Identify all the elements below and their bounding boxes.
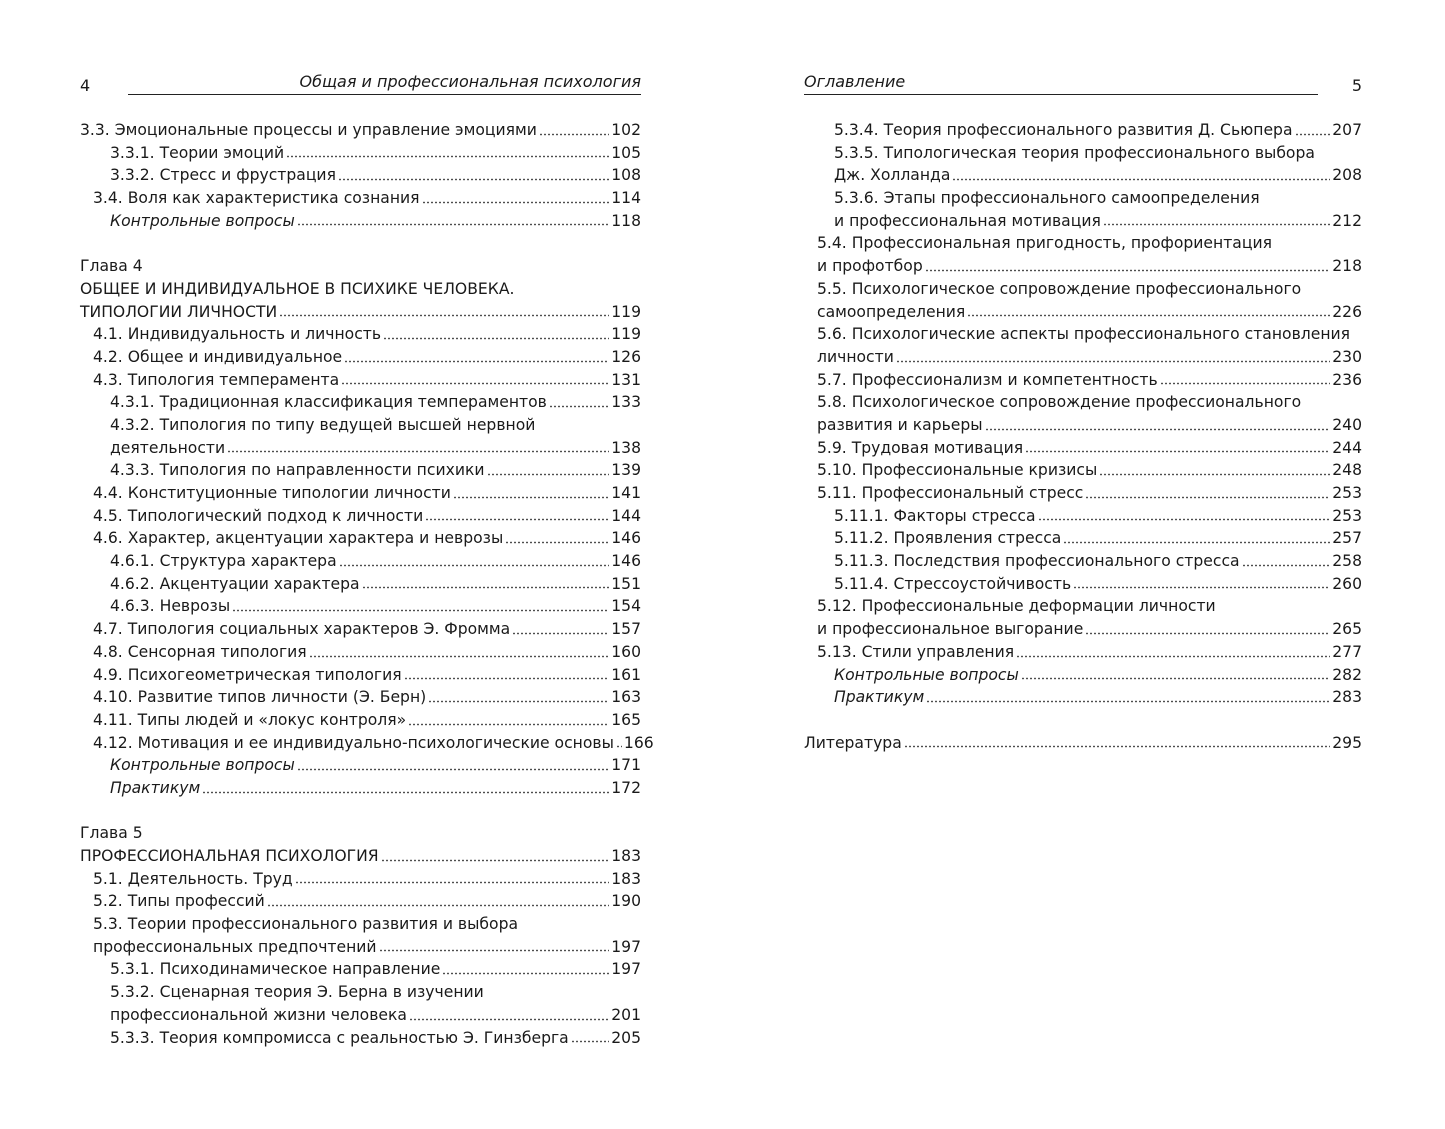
toc-entry-title: 4.3. Типология темперамента <box>93 370 340 389</box>
toc-entry-page: 163 <box>611 688 641 707</box>
toc-entry-page: 236 <box>1332 370 1362 389</box>
dot-leader <box>362 586 610 589</box>
toc-entry[interactable] <box>80 709 641 732</box>
toc-entry-page: 265 <box>1332 620 1362 639</box>
toc-entry-title: 4.6.2. Акцентуации характера <box>110 574 360 593</box>
dot-leader <box>985 428 1331 431</box>
dot-leader <box>505 541 609 544</box>
dot-leader <box>379 949 610 952</box>
dot-leader <box>1242 564 1331 567</box>
dot-leader <box>952 178 1330 181</box>
toc-entry-title: 5.13. Стили управления <box>817 642 1015 661</box>
dot-leader <box>1160 382 1331 385</box>
toc-entry[interactable] <box>80 505 641 528</box>
toc-entry-title: 5.3.1. Психодинамическое направление <box>110 960 441 979</box>
toc-entry[interactable] <box>80 573 641 596</box>
toc-entry-title: 4.6.1. Структура характера <box>110 552 337 571</box>
toc-entry-title: 4.9. Психогеометрическая типология <box>93 665 402 684</box>
toc-entry[interactable] <box>804 187 1362 210</box>
toc-entry-title: 4.3.3. Типология по направленности психики <box>110 461 485 480</box>
dot-leader <box>309 655 610 658</box>
toc-entry[interactable] <box>80 618 641 641</box>
toc-entry-page: 105 <box>611 143 641 162</box>
toc-entry-title: 5.7. Профессионализм и компетентность <box>817 370 1158 389</box>
toc-entry-page: 197 <box>611 960 641 979</box>
toc-entry[interactable] <box>804 119 1362 142</box>
toc-entry-title: 5.11.2. Проявления стресса <box>834 529 1062 548</box>
toc-entry[interactable] <box>80 459 641 482</box>
dot-leader <box>338 178 609 181</box>
toc-entry-page: 118 <box>611 211 641 230</box>
toc-entry-title: Литература <box>804 733 902 752</box>
toc-entry-title: Практикум <box>834 688 925 707</box>
toc-entry-title: 4.5. Типологический подход к личности <box>93 506 424 525</box>
toc-entry-title: 3.3.2. Стресс и фрустрация <box>110 166 336 185</box>
dot-leader <box>383 337 609 340</box>
toc-entry[interactable] <box>80 732 654 755</box>
dot-leader <box>616 745 622 748</box>
toc-entry[interactable] <box>80 550 641 573</box>
toc-entry[interactable] <box>804 732 1362 755</box>
toc-entry-title: 5.3.2. Сценарная теория Э. Берна в изучении <box>110 983 484 1002</box>
toc-entry[interactable] <box>80 187 641 210</box>
toc-entry-title: 5.11.4. Стрессоустойчивость <box>834 574 1072 593</box>
toc-entry-page: 244 <box>1332 438 1362 457</box>
right-page <box>722 0 1445 1129</box>
toc-entry[interactable] <box>804 346 1362 369</box>
dot-leader <box>512 632 609 635</box>
dot-leader <box>904 745 1330 748</box>
toc-entry-page: 295 <box>1332 733 1362 752</box>
dot-leader <box>1016 655 1330 658</box>
toc-entry-title: 5.11.1. Факторы стресса <box>834 506 1036 525</box>
dot-leader <box>1099 473 1330 476</box>
toc-entry-page: 165 <box>611 710 641 729</box>
toc-entry[interactable] <box>804 232 1362 255</box>
toc-entry-page: 108 <box>611 166 641 185</box>
running-title: Оглавление <box>804 72 1318 95</box>
toc-entry-title: деятельности <box>110 438 226 457</box>
page-number: 5 <box>1351 76 1362 95</box>
dot-leader <box>925 269 1330 272</box>
toc-entry[interactable] <box>80 119 641 142</box>
toc-entry-page: 146 <box>611 552 641 571</box>
toc-entry-title: 5.9. Трудовая мотивация <box>817 438 1024 457</box>
toc-entry[interactable] <box>804 323 1362 346</box>
toc-entry-title: 5.8. Психологическое сопровождение профессионального <box>817 393 1302 412</box>
toc-entry-page: 253 <box>1332 484 1362 502</box>
dot-leader <box>279 314 609 317</box>
toc-entry[interactable] <box>80 822 641 845</box>
toc-entry-page: 282 <box>1332 665 1362 684</box>
toc-entry[interactable] <box>804 278 1362 301</box>
toc-entry-page: 146 <box>611 529 641 548</box>
toc-entry-title: Глава 4 <box>80 257 143 276</box>
toc-entry-title: развития и карьеры <box>817 415 983 434</box>
toc-entry-title: Глава 5 <box>80 824 143 843</box>
dot-leader <box>1103 223 1330 226</box>
toc-entry-page: 183 <box>611 847 641 865</box>
toc-entry-title: 5.5. Психологическое сопровождение профессионального <box>817 279 1302 298</box>
dot-leader <box>967 314 1330 317</box>
toc-entry-title: 4.11. Типы людей и «локус контроля» <box>93 710 407 729</box>
toc-entry-title: 4.2. Общее и индивидуальное <box>93 347 343 366</box>
toc-entry[interactable] <box>80 868 641 891</box>
toc-entry[interactable] <box>804 414 1362 437</box>
toc-entry-title: Дж. Холланда <box>834 166 951 185</box>
toc-entry[interactable] <box>804 482 1362 505</box>
dot-leader <box>926 700 1330 703</box>
toc-entry-title: ОБЩЕЕ И ИНДИВИДУАЛЬНОЕ В ПСИХИКЕ ЧЕЛОВЕКА. <box>80 279 515 298</box>
toc-entry[interactable] <box>80 346 641 369</box>
toc-entry[interactable] <box>80 936 641 959</box>
toc-entry-page: 205 <box>611 1028 641 1047</box>
toc-entry-page: 190 <box>611 892 641 911</box>
dot-leader <box>286 155 609 158</box>
toc-entry[interactable] <box>80 164 641 187</box>
toc-entry-title: 5.1. Деятельность. Труд <box>93 869 293 888</box>
toc-entry-title: 5.3. Теории профессионального развития и выбора <box>93 915 519 934</box>
toc-entry[interactable] <box>804 686 1362 709</box>
toc-entry[interactable] <box>80 777 641 800</box>
toc-entry-page: 207 <box>1332 121 1362 139</box>
toc-entry[interactable] <box>80 754 641 777</box>
toc-entry[interactable] <box>804 527 1362 550</box>
toc-entry-page: 197 <box>611 937 641 956</box>
toc-entry-page: 166 <box>623 733 654 752</box>
toc-entry[interactable] <box>80 323 641 346</box>
dot-leader <box>404 677 610 680</box>
toc-entry-page: 126 <box>611 347 641 366</box>
toc-entry-title: Контрольные вопросы <box>834 665 1019 684</box>
toc-entry-title: 4.4. Конституционные типологии личности <box>93 484 451 502</box>
dot-leader <box>539 133 609 136</box>
toc-entry-page: 183 <box>611 869 641 888</box>
dot-leader <box>341 382 609 385</box>
dot-leader <box>549 405 609 408</box>
toc-entry[interactable] <box>804 255 1362 278</box>
toc-entry-title: 5.11. Профессиональный стресс <box>817 484 1084 502</box>
toc-entry[interactable] <box>80 278 641 301</box>
toc-spacer <box>804 709 1362 732</box>
toc-entry-title: 4.10. Развитие типов личности (Э. Берн) <box>93 688 427 707</box>
toc-entry-title: и профотбор <box>817 257 923 276</box>
toc-entry-title: Практикум <box>110 778 201 797</box>
dot-leader <box>227 450 609 453</box>
toc-entry[interactable] <box>804 459 1362 482</box>
toc-spacer <box>80 232 641 255</box>
toc-list <box>80 119 654 1049</box>
toc-spacer <box>80 800 641 823</box>
toc-entry-page: 277 <box>1332 642 1362 661</box>
dot-leader <box>1025 450 1330 453</box>
toc-entry-title: Контрольные вопросы <box>110 211 295 230</box>
toc-entry[interactable] <box>80 686 641 709</box>
toc-entry[interactable] <box>80 664 641 687</box>
toc-entry-title: 4.12. Мотивация и ее индивидуально-психологические основы <box>93 733 614 752</box>
toc-entry[interactable] <box>804 142 1362 165</box>
running-title: Общая и профессиональная психология <box>128 72 641 95</box>
toc-entry[interactable] <box>80 1027 641 1050</box>
toc-entry-title: 4.1. Индивидуальность и личность <box>93 325 382 344</box>
dot-leader <box>571 1040 610 1043</box>
dot-leader <box>267 904 609 907</box>
toc-entry-title: и профессиональное выгорание <box>817 620 1084 639</box>
toc-entry[interactable] <box>80 369 641 392</box>
toc-entry-page: 160 <box>611 642 641 661</box>
toc-entry[interactable] <box>80 527 641 550</box>
dot-leader <box>1063 541 1330 544</box>
dot-leader <box>202 791 609 794</box>
toc-entry-page: 240 <box>1332 415 1362 434</box>
toc-entry[interactable] <box>80 414 641 437</box>
toc-entry-title: профессиональной жизни человека <box>110 1005 407 1024</box>
toc-entry[interactable] <box>804 550 1362 573</box>
dot-leader <box>339 564 610 567</box>
toc-entry-page: 172 <box>611 778 641 797</box>
toc-entry-page: 131 <box>611 370 641 389</box>
toc-entry-page: 258 <box>1332 552 1362 571</box>
toc-entry-title: 5.12. Профессиональные деформации личности <box>817 597 1216 616</box>
toc-entry-page: 230 <box>1332 347 1362 366</box>
toc-entry[interactable] <box>804 437 1362 460</box>
toc-entry-page: 212 <box>1332 211 1362 230</box>
toc-entry-title: 5.3.3. Теория компромисса с реальностью Э. Гинзберга <box>110 1028 569 1047</box>
toc-entry-page: 218 <box>1332 257 1362 276</box>
toc-entry-title: 3.4. Воля как характеристика сознания <box>93 189 420 208</box>
toc-list <box>804 119 1362 754</box>
toc-entry-title: Контрольные вопросы <box>110 756 295 775</box>
toc-entry[interactable] <box>80 595 641 618</box>
dot-leader <box>297 223 609 226</box>
page-number: 4 <box>80 76 91 95</box>
toc-entry-title: 4.6.3. Неврозы <box>110 597 231 616</box>
dot-leader <box>295 881 610 884</box>
toc-entry-title: 5.4. Профессиональная пригодность, профориентация <box>817 234 1272 253</box>
toc-entry-page: 141 <box>611 484 641 502</box>
toc-entry[interactable] <box>804 641 1362 664</box>
toc-entry-page: 154 <box>611 597 641 616</box>
toc-entry[interactable] <box>804 369 1362 392</box>
left-page-header <box>80 70 641 98</box>
toc-entry[interactable] <box>804 664 1362 687</box>
toc-entry[interactable] <box>804 164 1362 187</box>
toc-entry-page: 133 <box>611 393 641 412</box>
toc-entry-title: самоопределения <box>817 302 966 321</box>
toc-entry[interactable] <box>80 142 641 165</box>
dot-leader <box>425 518 609 521</box>
toc-entry-title: ТИПОЛОГИИ ЛИЧНОСТИ <box>80 302 278 321</box>
toc-entry[interactable] <box>804 618 1362 641</box>
toc-entry-page: 161 <box>611 665 641 684</box>
toc-entry-title: 3.3. Эмоциональные процессы и управление эмоциями <box>80 121 537 139</box>
toc-entry-title: 4.3.2. Типология по типу ведущей высшей нервной <box>110 415 536 434</box>
toc-entry-title: 5.11.3. Последствия профессионального стресса <box>834 552 1240 571</box>
toc-entry[interactable] <box>80 981 641 1004</box>
toc-entry-page: 283 <box>1332 688 1362 707</box>
dot-leader <box>453 496 609 499</box>
toc-entry-page: 257 <box>1332 529 1362 548</box>
dot-leader <box>232 609 609 612</box>
toc-entry[interactable] <box>80 913 641 936</box>
toc-entry-title: 5.3.6. Этапы профессионального самоопределения <box>834 189 1260 208</box>
toc-entry[interactable] <box>80 210 641 233</box>
dot-leader <box>487 473 610 476</box>
dot-leader <box>1038 518 1331 521</box>
toc-entry-page: 119 <box>611 325 641 344</box>
toc-entry[interactable] <box>80 641 641 664</box>
toc-entry-title: 5.3.5. Типологическая теория профессионального выбора <box>834 143 1315 162</box>
toc-entry-page: 226 <box>1332 302 1362 321</box>
dot-leader <box>409 1018 609 1021</box>
toc-entry[interactable] <box>80 255 641 278</box>
toc-entry[interactable] <box>80 301 641 324</box>
toc-entry-page: 260 <box>1332 574 1362 593</box>
left-page <box>0 0 722 1129</box>
dot-leader <box>408 723 609 726</box>
dot-leader <box>422 201 610 204</box>
toc-entry-title: 4.8. Сенсорная типология <box>93 642 307 661</box>
toc-entry[interactable] <box>804 595 1362 618</box>
dot-leader <box>1085 632 1330 635</box>
toc-entry-title: 5.10. Профессиональные кризисы <box>817 461 1098 480</box>
toc-entry[interactable] <box>804 573 1362 596</box>
toc-entry[interactable] <box>80 958 641 981</box>
toc-entry[interactable] <box>804 391 1362 414</box>
toc-entry-page: 144 <box>611 506 641 525</box>
toc-entry-title: и профессиональная мотивация <box>834 211 1101 230</box>
toc-entry[interactable] <box>80 482 641 505</box>
toc-entry-page: 139 <box>611 461 641 480</box>
toc-entry-page: 151 <box>611 574 641 593</box>
toc-entry-page: 119 <box>611 302 641 321</box>
dot-leader <box>1021 677 1330 680</box>
toc-entry-page: 171 <box>611 756 641 775</box>
toc-entry-title: 5.2. Типы профессий <box>93 892 265 911</box>
toc-entry[interactable] <box>80 845 641 868</box>
dot-leader <box>428 700 609 703</box>
toc-entry-title: 5.3.4. Теория профессионального развития Д. Сьюпера <box>834 121 1293 139</box>
dot-leader <box>297 768 609 771</box>
toc-entry-title: 3.3.1. Теории эмоций <box>110 143 285 162</box>
toc-entry[interactable] <box>80 1004 641 1027</box>
toc-entry[interactable] <box>804 505 1362 528</box>
toc-entry-page: 208 <box>1332 166 1362 185</box>
dot-leader <box>344 360 609 363</box>
toc-entry[interactable] <box>80 890 641 913</box>
toc-entry[interactable] <box>804 301 1362 324</box>
toc-entry-title: ПРОФЕССИОНАЛЬНАЯ ПСИХОЛОГИЯ <box>80 847 379 865</box>
toc-entry-title: 4.3.1. Традиционная классификация темпераментов <box>110 393 547 412</box>
right-page-header <box>804 70 1362 98</box>
toc-entry[interactable] <box>80 437 641 460</box>
toc-entry-page: 102 <box>611 121 641 139</box>
toc-entry[interactable] <box>80 391 641 414</box>
dot-leader <box>1085 496 1330 499</box>
toc-entry-title: личности <box>817 347 894 366</box>
toc-entry-page: 114 <box>611 189 641 208</box>
toc-entry-title: профессиональных предпочтений <box>93 937 377 956</box>
dot-leader <box>1295 133 1331 136</box>
toc-entry-page: 201 <box>611 1005 641 1024</box>
toc-entry-page: 138 <box>611 438 641 457</box>
toc-entry-page: 253 <box>1332 506 1362 525</box>
toc-entry[interactable] <box>804 210 1362 233</box>
dot-leader <box>1073 586 1330 589</box>
dot-leader <box>896 360 1330 363</box>
toc-entry-title: 4.6. Характер, акцентуации характера и неврозы <box>93 529 504 548</box>
toc-entry-page: 248 <box>1332 461 1362 480</box>
toc-entry-page: 157 <box>611 620 641 639</box>
dot-leader <box>442 972 609 975</box>
toc-entry-title: 4.7. Типология социальных характеров Э. Фромма <box>93 620 511 639</box>
toc-entry-title: 5.6. Психологические аспекты профессионального становления <box>817 325 1351 344</box>
dot-leader <box>381 859 610 862</box>
